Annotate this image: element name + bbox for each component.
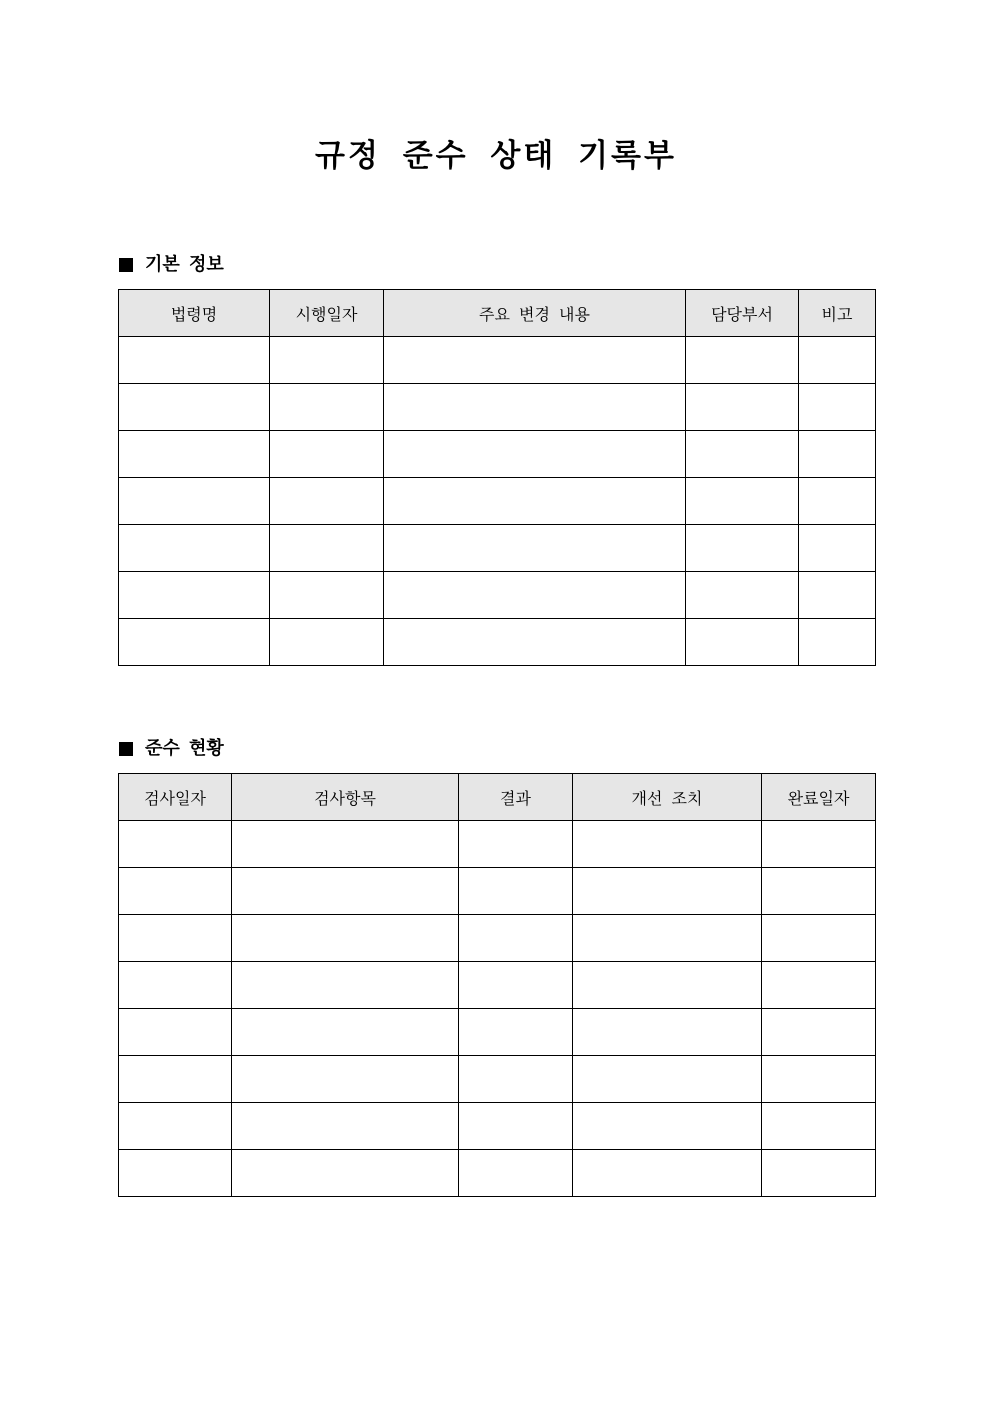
table-row <box>119 1103 876 1150</box>
table-row <box>119 525 876 572</box>
table-cell[interactable] <box>686 431 799 478</box>
section-heading-label: 준수 현황 <box>145 738 224 759</box>
table-cell[interactable] <box>270 337 384 384</box>
table-cell[interactable] <box>384 337 686 384</box>
table-cell[interactable] <box>762 868 876 915</box>
table-cell[interactable] <box>573 1103 762 1150</box>
table-cell[interactable] <box>799 431 876 478</box>
column-header-effective-date: 시행일자 <box>270 290 384 337</box>
table-cell[interactable] <box>459 915 573 962</box>
table-cell[interactable] <box>573 915 762 962</box>
table-cell[interactable] <box>119 915 232 962</box>
table-cell[interactable] <box>384 431 686 478</box>
table-cell[interactable] <box>762 1103 876 1150</box>
section-heading-label: 기본 정보 <box>145 254 224 275</box>
table-cell[interactable] <box>232 1150 459 1197</box>
table-cell[interactable] <box>232 962 459 1009</box>
column-header-corrective-action: 개선 조치 <box>573 774 762 821</box>
table-cell[interactable] <box>799 572 876 619</box>
table-cell[interactable] <box>232 868 459 915</box>
column-header-inspection-item: 검사항목 <box>232 774 459 821</box>
column-header-remarks: 비고 <box>799 290 876 337</box>
table-cell[interactable] <box>119 821 232 868</box>
table-cell[interactable] <box>232 915 459 962</box>
table-cell[interactable] <box>762 1056 876 1103</box>
table-cell[interactable] <box>762 915 876 962</box>
table-cell[interactable] <box>686 337 799 384</box>
table-cell[interactable] <box>799 384 876 431</box>
table-cell[interactable] <box>119 619 270 666</box>
table-cell[interactable] <box>270 525 384 572</box>
table-row <box>119 431 876 478</box>
compliance-status-table <box>118 773 876 1197</box>
table-cell[interactable] <box>384 619 686 666</box>
table-cell[interactable] <box>573 821 762 868</box>
column-header-law-name: 법령명 <box>119 290 270 337</box>
table-row <box>119 915 876 962</box>
table-cell[interactable] <box>270 619 384 666</box>
table-cell[interactable] <box>459 821 573 868</box>
table-cell[interactable] <box>384 572 686 619</box>
table-cell[interactable] <box>119 868 232 915</box>
table-row <box>119 1056 876 1103</box>
table-row <box>119 384 876 431</box>
table-row <box>119 1150 876 1197</box>
table-cell[interactable] <box>799 478 876 525</box>
table-cell[interactable] <box>799 525 876 572</box>
table-cell[interactable] <box>232 1103 459 1150</box>
table-row <box>119 572 876 619</box>
table-row <box>119 1009 876 1056</box>
column-header-inspection-date: 검사일자 <box>119 774 232 821</box>
table-cell[interactable] <box>686 384 799 431</box>
table-cell[interactable] <box>119 384 270 431</box>
table-cell[interactable] <box>762 1150 876 1197</box>
table-cell[interactable] <box>799 619 876 666</box>
table-cell[interactable] <box>119 1056 232 1103</box>
column-header-department: 담당부서 <box>686 290 799 337</box>
table-cell[interactable] <box>573 1009 762 1056</box>
table-cell[interactable] <box>459 1103 573 1150</box>
column-header-result: 결과 <box>459 774 573 821</box>
table-cell[interactable] <box>459 1056 573 1103</box>
table-row <box>119 868 876 915</box>
table-cell[interactable] <box>119 1009 232 1056</box>
table-row <box>119 337 876 384</box>
table-cell[interactable] <box>232 1056 459 1103</box>
table-cell[interactable] <box>686 572 799 619</box>
table-cell[interactable] <box>119 1103 232 1150</box>
table-cell[interactable] <box>119 431 270 478</box>
table-cell[interactable] <box>686 478 799 525</box>
table-cell[interactable] <box>573 1056 762 1103</box>
table-cell[interactable] <box>232 1009 459 1056</box>
table-header-row <box>119 290 876 337</box>
document-title: 규정 준수 상태 기록부 <box>315 138 677 174</box>
table-cell[interactable] <box>119 478 270 525</box>
table-cell[interactable] <box>384 525 686 572</box>
table-cell[interactable] <box>762 1009 876 1056</box>
table-cell[interactable] <box>459 868 573 915</box>
table-cell[interactable] <box>686 619 799 666</box>
table-header-row <box>119 774 876 821</box>
table-cell[interactable] <box>459 962 573 1009</box>
table-cell[interactable] <box>686 525 799 572</box>
table-row <box>119 821 876 868</box>
table-cell[interactable] <box>573 1150 762 1197</box>
table-cell[interactable] <box>270 478 384 525</box>
section-heading-compliance-status <box>119 736 224 762</box>
table-cell[interactable] <box>270 572 384 619</box>
table-cell[interactable] <box>384 478 686 525</box>
basic-info-table <box>118 289 876 666</box>
table-cell[interactable] <box>119 962 232 1009</box>
section-heading-basic-info <box>119 252 224 278</box>
table-cell[interactable] <box>762 962 876 1009</box>
table-cell[interactable] <box>573 868 762 915</box>
table-cell[interactable] <box>119 337 270 384</box>
table-cell[interactable] <box>270 431 384 478</box>
table-cell[interactable] <box>762 821 876 868</box>
table-row <box>119 478 876 525</box>
column-header-completion-date: 완료일자 <box>762 774 876 821</box>
table-cell[interactable] <box>119 525 270 572</box>
table-cell[interactable] <box>384 384 686 431</box>
table-row <box>119 962 876 1009</box>
table-row <box>119 619 876 666</box>
table-cell[interactable] <box>232 821 459 868</box>
square-bullet-icon <box>119 258 133 272</box>
table-cell[interactable] <box>573 962 762 1009</box>
table-cell[interactable] <box>119 1150 232 1197</box>
table-cell[interactable] <box>799 337 876 384</box>
table-cell[interactable] <box>459 1009 573 1056</box>
table-cell[interactable] <box>459 1150 573 1197</box>
square-bullet-icon <box>119 742 133 756</box>
table-cell[interactable] <box>270 384 384 431</box>
column-header-major-changes: 주요 변경 내용 <box>384 290 686 337</box>
table-cell[interactable] <box>119 572 270 619</box>
